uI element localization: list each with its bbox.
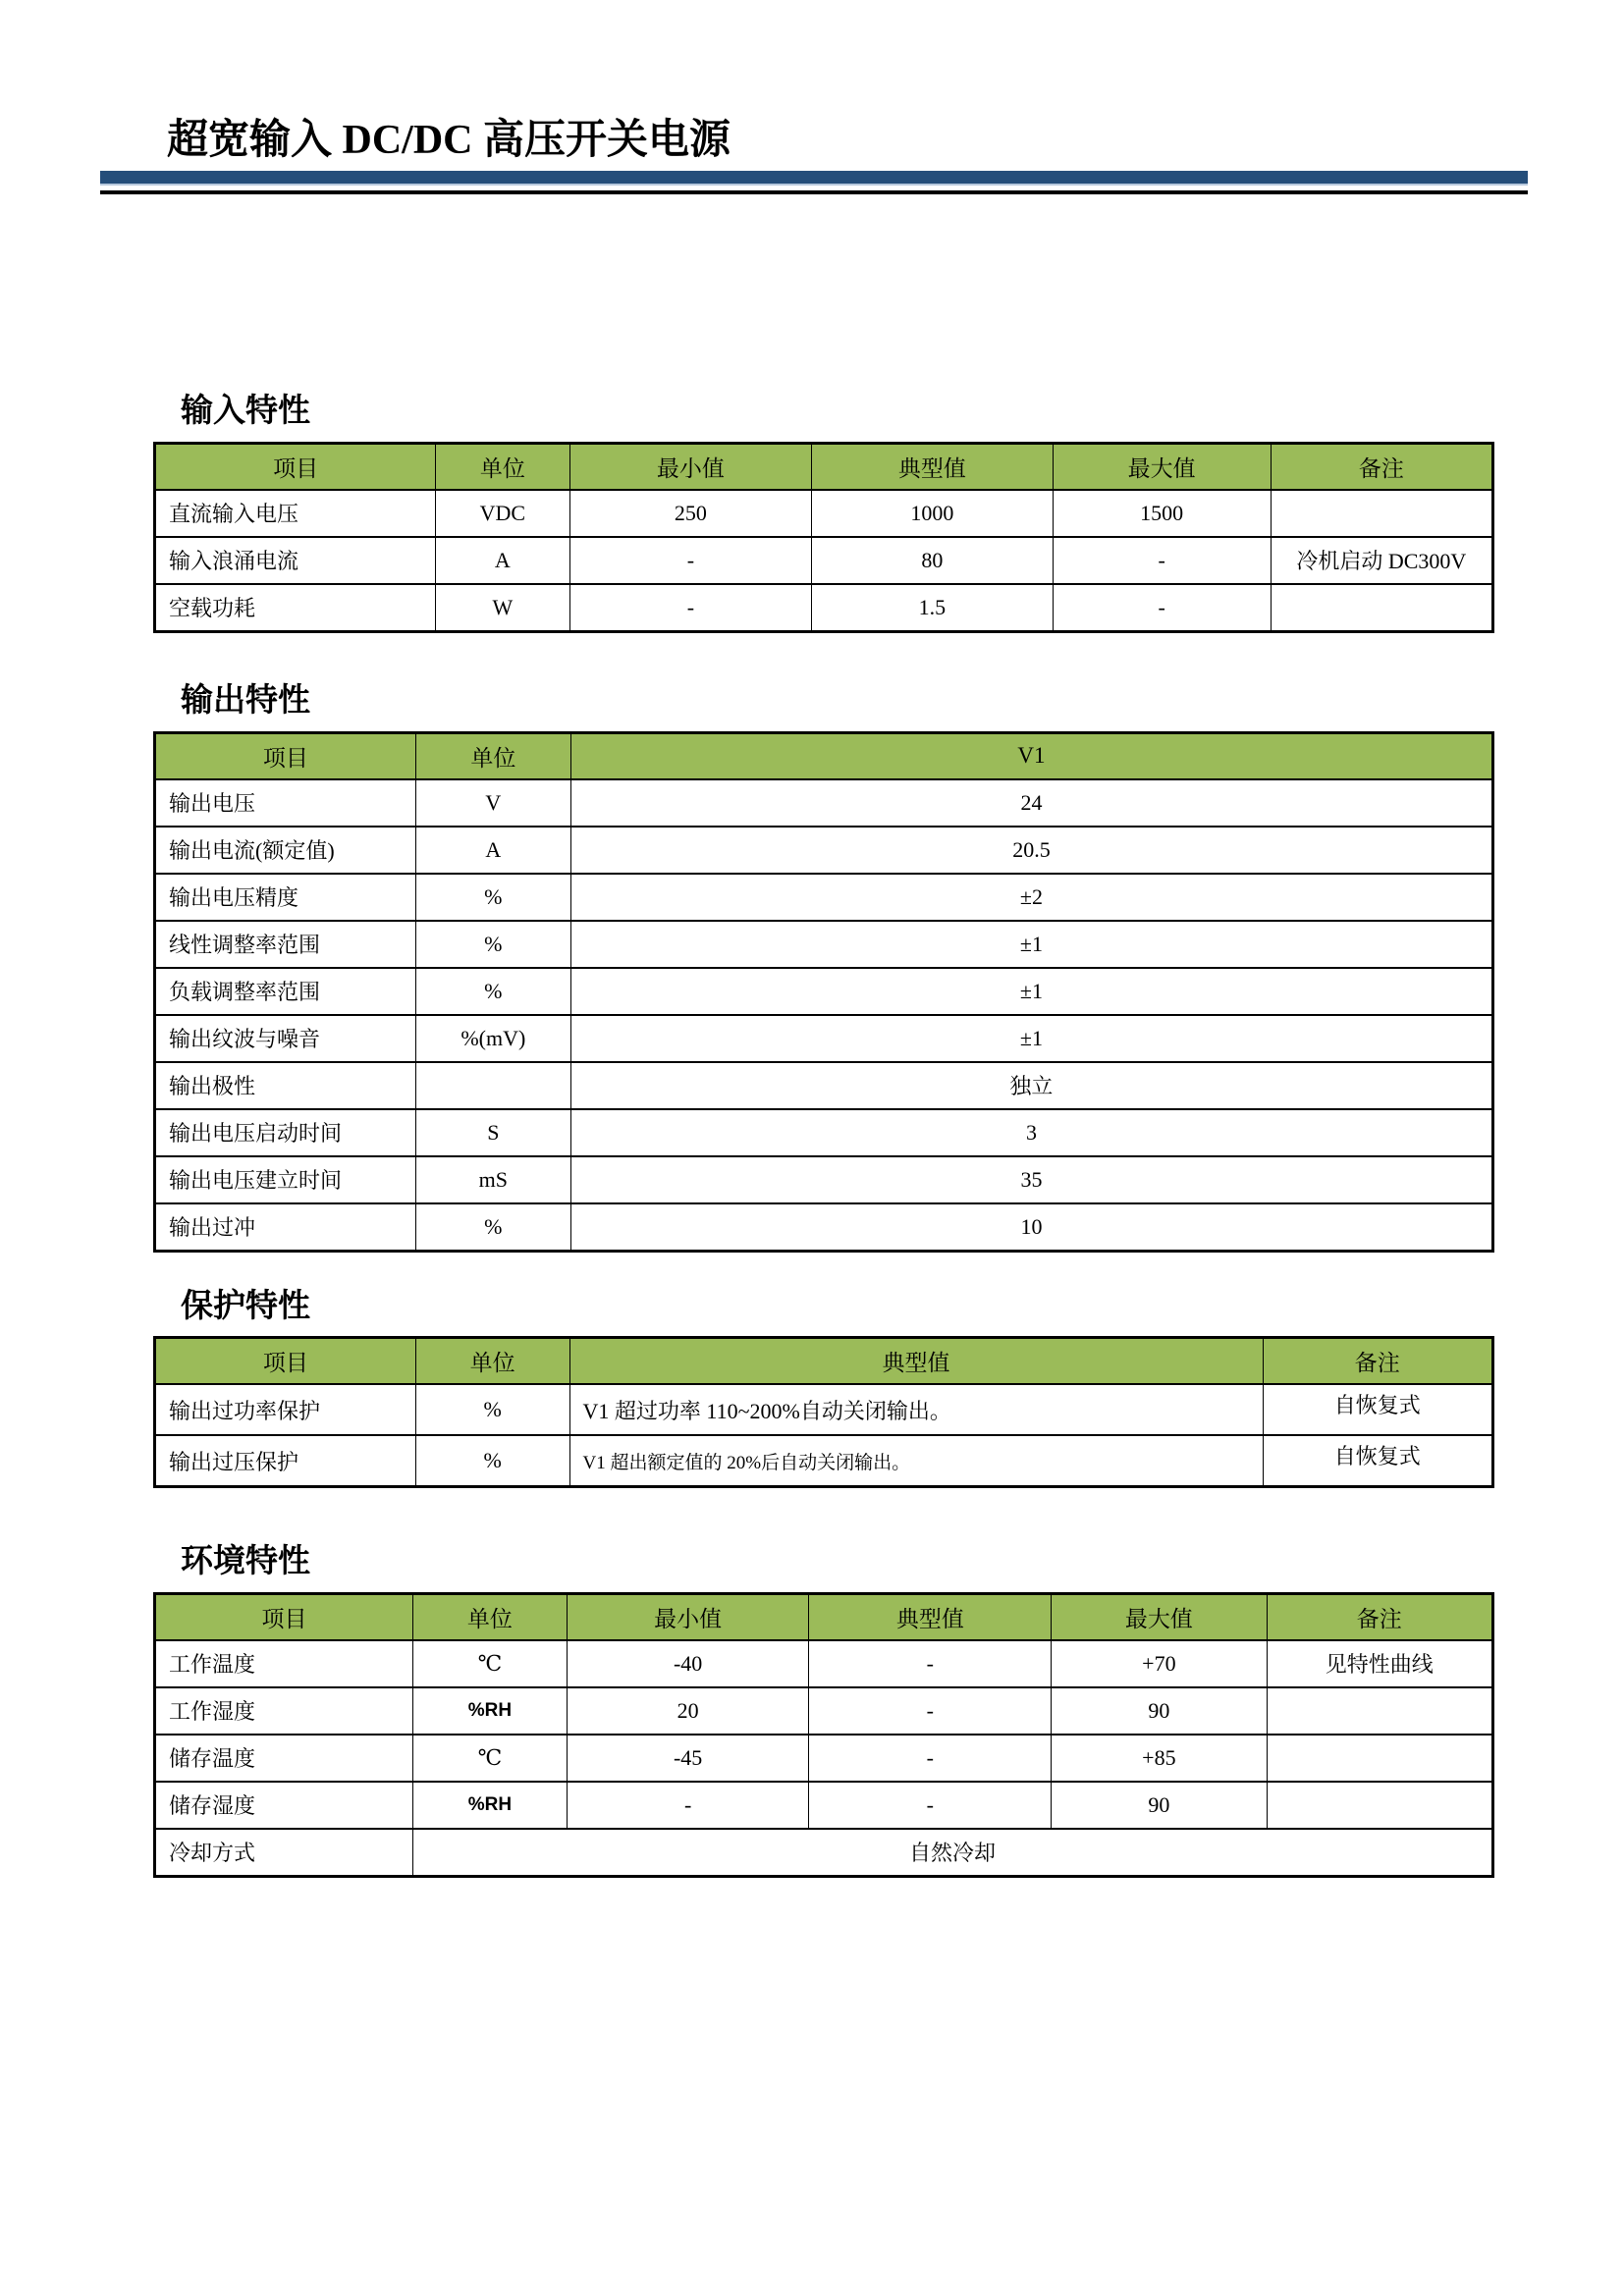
column-header: 项目 [155,443,436,490]
column-header: 备注 [1267,1593,1492,1640]
header-row [155,732,1493,779]
cell-value: ℃ [413,1640,568,1687]
table-row [155,779,1493,827]
table-row [155,537,1493,584]
section-input-characteristics [153,393,1494,633]
cell-value: - [569,584,812,632]
cell-value: 10 [570,1203,1492,1252]
row-label: 输出电压启动时间 [155,1109,416,1156]
cell-value: %RH [413,1782,568,1829]
row-label: 储存湿度 [155,1782,413,1829]
environment-characteristics-table [153,1592,1494,1878]
table-row [155,921,1493,968]
cell-value: 见特性曲线 [1267,1640,1492,1687]
column-header: 项目 [155,732,416,779]
section-environment-characteristics [153,1543,1494,1878]
row-label: 输出纹波与噪音 [155,1015,416,1062]
table-row [155,1203,1493,1252]
cell-value: mS [415,1156,570,1203]
cell-value: 90 [1052,1782,1267,1829]
cell-value: ±1 [570,968,1492,1015]
cell-value: V [415,779,570,827]
table-row [155,1829,1493,1877]
cell-value: 1000 [812,490,1053,537]
accent-bar [100,171,1528,186]
section-output-characteristics [153,682,1494,1253]
cell-value: 250 [569,490,812,537]
cell-value: 1500 [1053,490,1271,537]
cell-value: % [415,1435,569,1487]
row-label: 负载调整率范围 [155,968,416,1015]
protection-characteristics-table [153,1336,1494,1488]
table-row [155,1156,1493,1203]
cell-value: 1.5 [812,584,1053,632]
cell-value: - [809,1687,1052,1735]
cell-value: % [415,921,570,968]
cell-value: 自恢复式 [1263,1435,1492,1487]
cell-value: % [415,1203,570,1252]
row-label: 直流输入电压 [155,490,436,537]
cell-value: - [809,1640,1052,1687]
table-row [155,1435,1493,1487]
row-label: 输出过功率保护 [155,1384,416,1435]
cell-value: ±2 [570,874,1492,921]
table-row [155,1640,1493,1687]
output-characteristics-table [153,731,1494,1253]
row-label: 工作温度 [155,1640,413,1687]
cell-value: 自恢复式 [1263,1384,1492,1435]
table-row [155,968,1493,1015]
column-header: 最小值 [569,443,812,490]
cell-value: 24 [570,779,1492,827]
cell-value: 独立 [570,1062,1492,1109]
page-title: 超宽输入 DC/DC 高压开关电源 [167,118,731,163]
cell-value [1271,490,1492,537]
table-row [155,1062,1493,1109]
table-row [155,1735,1493,1782]
column-header: 备注 [1271,443,1492,490]
column-header: V1 [570,732,1492,779]
cell-value: V1 超出额定值的 20%后自动关闭输出。 [569,1435,1263,1487]
cell-value [1271,584,1492,632]
cell-value: 90 [1052,1687,1267,1735]
row-label: 工作湿度 [155,1687,413,1735]
column-header: 最大值 [1053,443,1271,490]
table-row [155,584,1493,632]
header-row [155,1593,1493,1640]
row-label: 输出电压精度 [155,874,416,921]
cell-value: W [436,584,569,632]
row-label: 输出极性 [155,1062,416,1109]
cell-value: S [415,1109,570,1156]
cell-value: -45 [567,1735,809,1782]
cell-value: - [809,1782,1052,1829]
column-header: 典型值 [809,1593,1052,1640]
content-area [153,393,1494,1877]
cell-value: %RH [413,1687,568,1735]
row-label: 冷却方式 [155,1829,413,1877]
section-heading: 输出特性 [181,682,310,719]
cell-value: - [1053,537,1271,584]
row-label: 输出电压 [155,779,416,827]
column-header: 单位 [413,1593,568,1640]
section-heading: 环境特性 [181,1544,310,1580]
cell-value: 20.5 [570,827,1492,874]
row-label: 输出过压保护 [155,1435,416,1487]
cell-value: 80 [812,537,1053,584]
cell-value: +85 [1052,1735,1267,1782]
table-row [155,827,1493,874]
cell-value: A [415,827,570,874]
table-row [155,874,1493,921]
column-header: 典型值 [569,1338,1263,1385]
cell-value: % [415,874,570,921]
table-row [155,1015,1493,1062]
column-header: 备注 [1263,1338,1492,1385]
cell-value: ℃ [413,1735,568,1782]
cell-value: - [569,537,812,584]
input-characteristics-table [153,442,1494,633]
row-label: 输出电压建立时间 [155,1156,416,1203]
column-header: 项目 [155,1338,416,1385]
table-row [155,490,1493,537]
cell-value: +70 [1052,1640,1267,1687]
cell-value [1267,1735,1492,1782]
column-header: 项目 [155,1593,413,1640]
table-row [155,1109,1493,1156]
cell-value: - [1053,584,1271,632]
section-protection-characteristics [153,1288,1494,1489]
section-heading: 输入特性 [181,394,310,430]
row-label: 空载功耗 [155,584,436,632]
cell-value: 自然冷却 [413,1829,1493,1877]
cell-value: V1 超过功率 110~200%自动关闭输出。 [569,1384,1263,1435]
column-header: 单位 [415,732,570,779]
row-label: 输出过冲 [155,1203,416,1252]
cell-value: 35 [570,1156,1492,1203]
cell-value: ±1 [570,921,1492,968]
row-label: 输入浪涌电流 [155,537,436,584]
cell-value: - [567,1782,809,1829]
section-heading: 保护特性 [181,1288,310,1324]
cell-value: - [809,1735,1052,1782]
row-label: 输出电流(额定值) [155,827,416,874]
row-label: 线性调整率范围 [155,921,416,968]
cell-value [1267,1687,1492,1735]
cell-value: 3 [570,1109,1492,1156]
cell-value: % [415,968,570,1015]
divider-line [100,190,1528,194]
column-header: 最大值 [1052,1593,1267,1640]
cell-value: 冷机启动 DC300V [1271,537,1492,584]
row-label: 储存温度 [155,1735,413,1782]
column-header: 最小值 [567,1593,809,1640]
cell-value: -40 [567,1640,809,1687]
cell-value: 20 [567,1687,809,1735]
cell-value: A [436,537,569,584]
column-header: 典型值 [812,443,1053,490]
cell-value: % [415,1384,569,1435]
cell-value [415,1062,570,1109]
table-row [155,1687,1493,1735]
column-header: 单位 [436,443,569,490]
table-row [155,1384,1493,1435]
header-row [155,443,1493,490]
column-header: 单位 [415,1338,569,1385]
cell-value: %(mV) [415,1015,570,1062]
cell-value: ±1 [570,1015,1492,1062]
cell-value: VDC [436,490,569,537]
cell-value [1267,1782,1492,1829]
header-row [155,1338,1493,1385]
table-row [155,1782,1493,1829]
